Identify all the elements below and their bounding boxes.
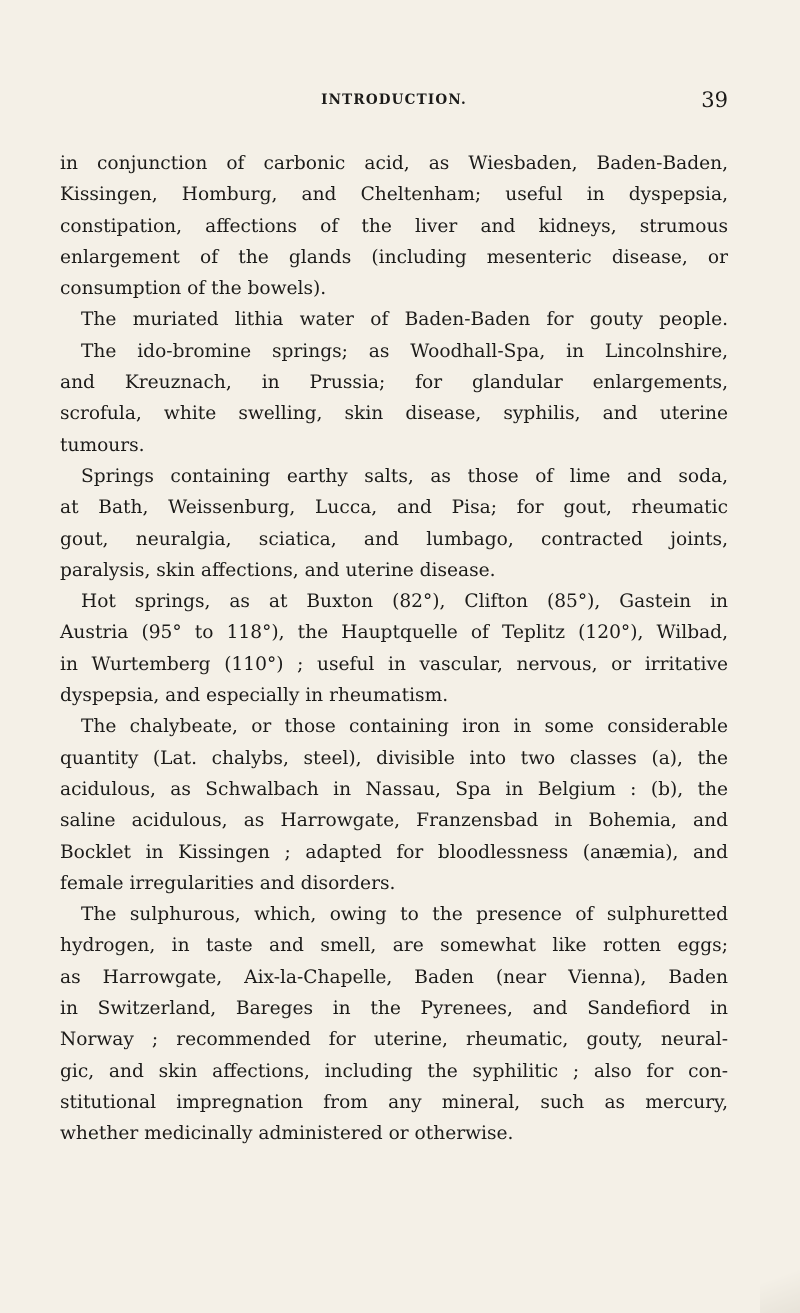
text-line: The muriated lithia water of Baden-Baden for gouty people. <box>81 309 728 331</box>
text-line: Austria (95° to 118°), the Hauptquelle of Teplitz (120°), Wilbad, <box>60 622 728 644</box>
text-line: Hot springs, as at Buxton (82°), Clifton (85°), Gastein in <box>81 591 728 613</box>
text-line: The ido-bromine springs; as Woodhall-Spa, in Lincolnshire, <box>81 340 728 362</box>
text-line: quantity (Lat. chalybs, steel), divisible into two classes (a), the <box>60 747 728 769</box>
text-line: saline acidulous, as Harrowgate, Franzensbad in Bohemia, and <box>60 810 728 832</box>
text-line: as Harrowgate, Aix-la-Chapelle, Baden (near Vienna), Baden <box>60 966 728 988</box>
text-line: constipation, affections of the liver and kidneys, strumous <box>60 215 728 237</box>
text-line: dyspepsia, and especially in rheumatism. <box>60 685 449 707</box>
running-head: INTRODUCTION. <box>321 92 467 108</box>
text-line: and Kreuznach, in Prussia; for glandular enlargements, <box>60 372 728 394</box>
text-line: at Bath, Weissenburg, Lucca, and Pisa; for gout, rheumatic <box>60 497 728 519</box>
text-line: Kissingen, Homburg, and Cheltenham; useful in dyspepsia, <box>60 184 728 206</box>
page-edge-shadow <box>760 1253 800 1313</box>
text-line: stitutional impregnation from any mineral, such as mercury, <box>60 1091 728 1113</box>
text-line: Springs containing earthy salts, as those of lime and soda, <box>81 465 728 487</box>
text-line: Norway ; recommended for uterine, rheumatic, gouty, neural- <box>60 1029 728 1051</box>
text-line: hydrogen, in taste and smell, are somewhat like rotten eggs; <box>60 935 728 957</box>
text-line: The chalybeate, or those containing iron in some considerable <box>81 716 728 738</box>
body-text <box>60 148 728 1150</box>
text-line: scrofula, white swelling, skin disease, syphilis, and uterine <box>60 403 728 425</box>
text-line: whether medicinally administered or otherwise. <box>60 1123 514 1145</box>
text-line: female irregularities and disorders. <box>60 872 396 894</box>
text-line: acidulous, as Schwalbach in Nassau, Spa in Belgium : (b), the <box>60 778 728 800</box>
text-line: gic, and skin affections, including the syphilitic ; also for con- <box>60 1060 728 1082</box>
text-line: tumours. <box>60 434 145 456</box>
text-line: Bocklet in Kissingen ; adapted for bloodlessness (anæmia), and <box>60 841 728 863</box>
text-line: in Wurtemberg (110°) ; useful in vascular, nervous, or irritative <box>60 653 728 675</box>
text-line: in conjunction of carbonic acid, as Wiesbaden, Baden-Baden, <box>60 153 728 174</box>
text-line: consumption of the bowels). <box>60 278 327 300</box>
text-line: paralysis, skin affections, and uterine disease. <box>60 559 496 581</box>
page-number: 39 <box>701 88 728 112</box>
text-line: in Switzerland, Bareges in the Pyrenees, and Sandefiord in <box>60 998 728 1020</box>
page-header <box>60 88 728 114</box>
text-line: enlargement of the glands (including mesenteric disease, or <box>60 246 728 268</box>
text-line: gout, neuralgia, sciatica, and lumbago, contracted joints, <box>60 528 728 550</box>
text-line: The sulphurous, which, owing to the presence of sulphuretted <box>81 904 728 926</box>
